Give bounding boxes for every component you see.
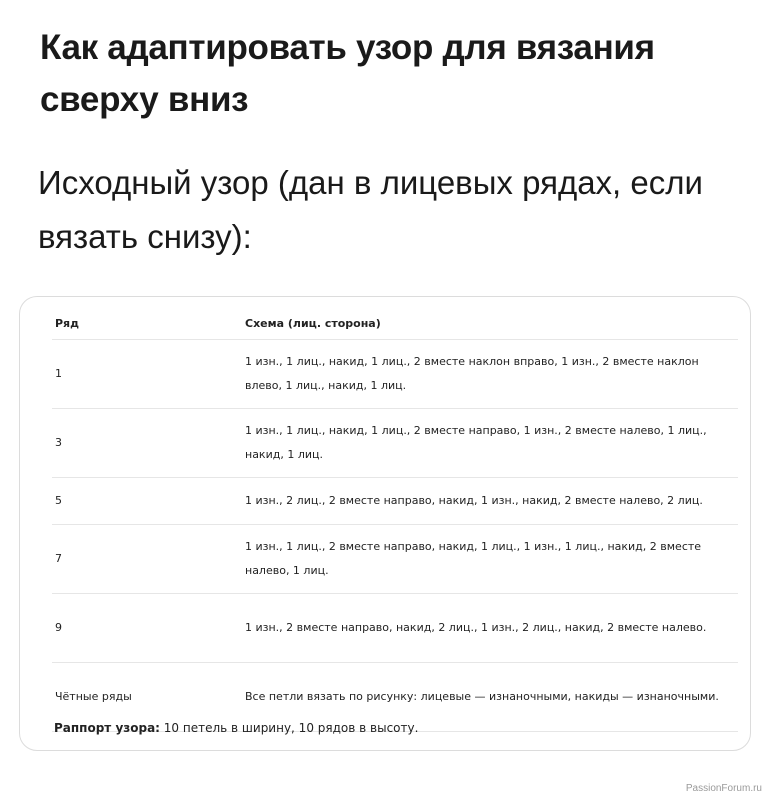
- row-number: 5: [52, 478, 242, 525]
- table-row: [52, 594, 738, 663]
- row-scheme: 1 изн., 2 вместе направо, накид, 2 лиц., 1 изн., 2 лиц., накид, 2 вместе налево.: [242, 594, 738, 663]
- table-row: [52, 409, 738, 478]
- table-row: [52, 478, 738, 525]
- row-scheme: 1 изн., 1 лиц., 2 вместе направо, накид, 1 лиц., 1 изн., 1 лиц., накид, 2 вместе налево, 1 лиц.: [242, 525, 738, 594]
- table-row: [52, 525, 738, 594]
- pattern-table: [52, 309, 738, 732]
- row-scheme: Все петли вязать по рисунку: лицевые — изнаночными, накиды — изнаночными.: [242, 663, 738, 732]
- row-scheme: 1 изн., 1 лиц., накид, 1 лиц., 2 вместе наклон вправо, 1 изн., 2 вместе наклон влево, 1 лиц., накид, 1 лиц.: [242, 340, 738, 409]
- pattern-card: [19, 296, 751, 751]
- rapport-text: 10 петель в ширину, 10 рядов в высоту.: [159, 721, 419, 735]
- section-subtitle: Исходный узор (дан в лицевых рядах, если вязать снизу):: [38, 164, 703, 255]
- row-number: Чётные ряды: [52, 663, 242, 732]
- row-number: 9: [52, 594, 242, 663]
- rapport-note: [54, 721, 418, 735]
- row-scheme: 1 изн., 2 лиц., 2 вместе направо, накид, 1 изн., накид, 2 вместе налево, 2 лиц.: [242, 478, 738, 525]
- table-header-row: [52, 309, 738, 340]
- page-title: Как адаптировать узор для вязания сверху вниз: [40, 28, 655, 119]
- rapport-label: Раппорт узора:: [54, 721, 160, 735]
- row-number: 1: [52, 340, 242, 409]
- row-number: 3: [52, 409, 242, 478]
- column-header-row: Ряд: [52, 309, 242, 340]
- table-row: [52, 340, 738, 409]
- row-number: 7: [52, 525, 242, 594]
- column-header-scheme: Схема (лиц. сторона): [242, 309, 738, 340]
- row-scheme: 1 изн., 1 лиц., накид, 1 лиц., 2 вместе направо, 1 изн., 2 вместе налево, 1 лиц., накид, 1 лиц.: [242, 409, 738, 478]
- watermark: PassionForum.ru: [685, 783, 762, 794]
